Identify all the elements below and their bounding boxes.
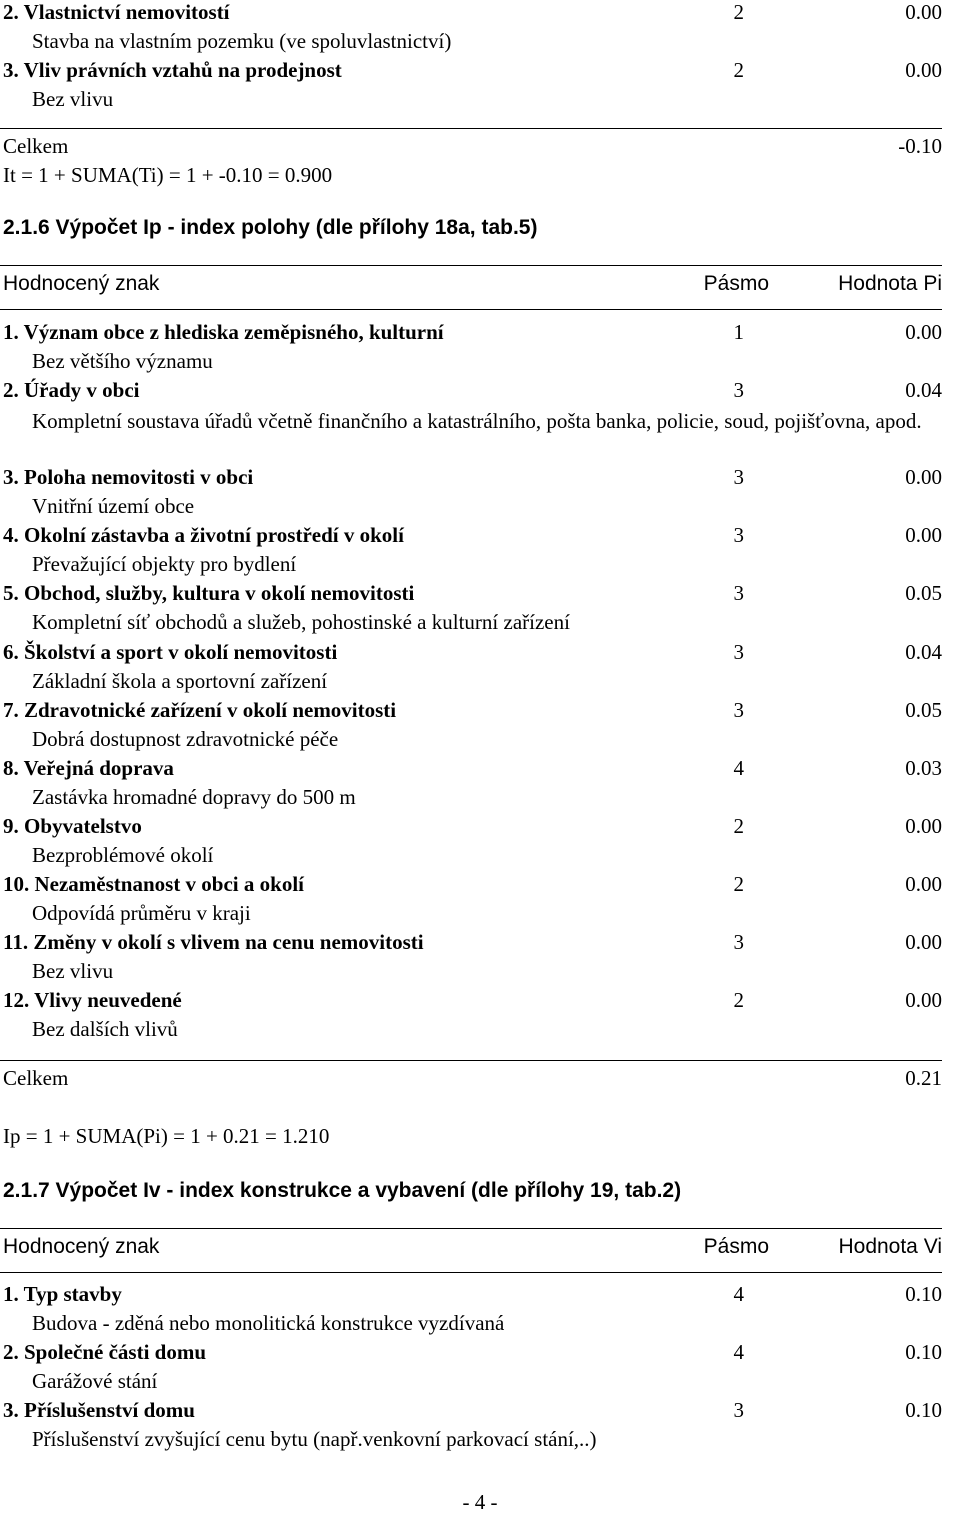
row-description: Bezproblémové okolí (32, 843, 214, 867)
row-value: 0.04 (905, 378, 942, 402)
column-header-znak: Hodnocený znak (3, 272, 160, 295)
table-row (3, 1282, 942, 1311)
table-row (3, 640, 942, 669)
row-pasmo: 4 (733, 1282, 744, 1306)
row-title: 5. Obchod, služby, kultura v okolí nemovitosti (3, 581, 415, 605)
divider (0, 1228, 942, 1229)
row-value: 0.10 (905, 1398, 942, 1422)
row-pasmo: 2 (733, 814, 744, 838)
row-value: 0.05 (905, 581, 942, 605)
row-title: 4. Okolní zástavba a životní prostředí v okolí (3, 523, 404, 547)
row-description: Základní škola a sportovní zařízení (32, 669, 328, 693)
row-title: 6. Školství a sport v okolí nemovitosti (3, 640, 338, 664)
row-description: Bez vlivu (32, 87, 114, 111)
row-description: Garážové stání (32, 1369, 158, 1393)
tab-t-row-3 (3, 58, 942, 87)
table-row (3, 930, 942, 959)
row-title: 9. Obyvatelstvo (3, 814, 142, 838)
row-description: Vnitřní území obce (32, 494, 195, 518)
table-row (3, 465, 942, 494)
row-title: 8. Veřejná doprava (3, 756, 174, 780)
row-value: 0.03 (905, 756, 942, 780)
page-number: - 4 - (462, 1490, 498, 1514)
table-row (3, 523, 942, 552)
table-row (3, 1340, 942, 1369)
table-row (3, 378, 942, 407)
row-pasmo: 2 (733, 872, 744, 896)
row-title: 3. Poloha nemovitosti v obci (3, 465, 254, 489)
row-value: 0.05 (905, 698, 942, 722)
section-p-formula (3, 1124, 942, 1153)
row-title: 12. Vlivy neuvedené (3, 988, 182, 1012)
row-pasmo: 2 (733, 988, 744, 1012)
row-value: 0.00 (905, 465, 942, 489)
row-value: 0.04 (905, 640, 942, 664)
divider (0, 265, 942, 266)
section-heading: 2.1.7 Výpočet Iv - index konstrukce a vybavení (dle přílohy 19, tab.2) (3, 1179, 682, 1202)
row-pasmo: 1 (733, 320, 744, 344)
row-title: 3. Vliv právních vztahů na prodejnost (3, 58, 342, 82)
row-pasmo: 4 (733, 756, 744, 780)
divider (0, 309, 942, 310)
row-title: 3. Příslušenství domu (3, 1398, 195, 1422)
row-description: Bez dalších vlivů (32, 1017, 178, 1041)
row-value: 0.00 (905, 930, 942, 954)
row-pasmo: 3 (733, 930, 744, 954)
row-description: Stavba na vlastním pozemku (ve spoluvlastnictví) (32, 29, 452, 53)
row-pasmo: 2 (733, 0, 744, 24)
row-pasmo: 3 (733, 465, 744, 489)
column-header-znak: Hodnocený znak (3, 1235, 160, 1258)
row-title: 10. Nezaměstnanost v obci a okolí (3, 872, 304, 896)
row-value: 0.00 (905, 0, 942, 24)
row-description: Odpovídá průměru v kraji (32, 901, 251, 925)
row-description: Bez většího významu (32, 349, 213, 373)
row-title: 1. Typ stavby (3, 1282, 122, 1306)
table-header (3, 272, 942, 300)
table-row (3, 988, 942, 1017)
row-value: 0.00 (905, 320, 942, 344)
formula-text: It = 1 + SUMA(Ti) = 1 + -0.10 = 0.900 (3, 163, 333, 187)
divider (0, 1060, 942, 1061)
column-header-hodnota: Hodnota Pi (838, 272, 942, 295)
formula-text: Ip = 1 + SUMA(Pi) = 1 + 0.21 = 1.210 (3, 1124, 330, 1148)
row-description: Příslušenství zvyšující cenu bytu (např.venkovní parkovací stání,..) (32, 1427, 597, 1451)
total-label: Celkem (3, 1066, 69, 1090)
row-value: 0.00 (905, 988, 942, 1012)
divider (0, 128, 942, 129)
row-title: 1. Význam obce z hlediska zeměpisného, kulturní (3, 320, 444, 344)
tab-t-row-2 (3, 0, 942, 29)
table-row (3, 1398, 942, 1427)
row-pasmo: 3 (733, 1398, 744, 1422)
tab-t-formula (3, 163, 942, 192)
row-title: 2. Vlastnictví nemovitostí (3, 0, 230, 24)
table-row (3, 581, 942, 610)
row-value: 0.00 (905, 872, 942, 896)
column-header-pasmo: Pásmo (703, 1235, 769, 1258)
row-title: 2. Úřady v obci (3, 378, 140, 402)
row-description: Kompletní soustava úřadů včetně finančního a katastrálního, pošta banka, policie, soud, pojišťovna, apod. (32, 409, 922, 433)
row-title: 11. Změny v okolí s vlivem na cenu nemovitosti (3, 930, 424, 954)
column-header-pasmo: Pásmo (703, 272, 769, 295)
total-value: -0.10 (898, 134, 942, 158)
row-title: 7. Zdravotnické zařízení v okolí nemovitosti (3, 698, 397, 722)
row-pasmo: 3 (733, 523, 744, 547)
row-description: Převažující objekty pro bydlení (32, 552, 297, 576)
tab-t-total-row (3, 134, 942, 163)
table-row (3, 756, 942, 785)
row-value: 0.00 (905, 58, 942, 82)
row-description: Dobrá dostupnost zdravotnické péče (32, 727, 339, 751)
total-label: Celkem (3, 134, 69, 158)
row-description: Zastávka hromadné dopravy do 500 m (32, 785, 356, 809)
row-pasmo: 3 (733, 698, 744, 722)
row-description: Budova - zděná nebo monolitická konstrukce vyzdívaná (32, 1311, 505, 1335)
row-title: 2. Společné části domu (3, 1340, 207, 1364)
divider (0, 1272, 942, 1273)
section-p-total-row (3, 1066, 942, 1095)
row-pasmo: 2 (733, 58, 744, 82)
row-pasmo: 3 (733, 581, 744, 605)
table-row (3, 320, 942, 349)
column-header-hodnota: Hodnota Vi (838, 1235, 942, 1258)
row-pasmo: 3 (733, 640, 744, 664)
row-value: 0.00 (905, 814, 942, 838)
table-row (3, 814, 942, 843)
total-value: 0.21 (905, 1066, 942, 1090)
row-value: 0.10 (905, 1340, 942, 1364)
row-description: Bez vlivu (32, 959, 114, 983)
table-header (3, 1235, 942, 1263)
row-description: Kompletní síť obchodů a služeb, pohostinské a kulturní zařízení (32, 610, 570, 634)
row-value: 0.10 (905, 1282, 942, 1306)
table-row (3, 698, 942, 727)
row-pasmo: 4 (733, 1340, 744, 1364)
section-heading: 2.1.6 Výpočet Ip - index polohy (dle přílohy 18a, tab.5) (3, 216, 538, 239)
row-pasmo: 3 (733, 378, 744, 402)
table-row (3, 872, 942, 901)
row-value: 0.00 (905, 523, 942, 547)
